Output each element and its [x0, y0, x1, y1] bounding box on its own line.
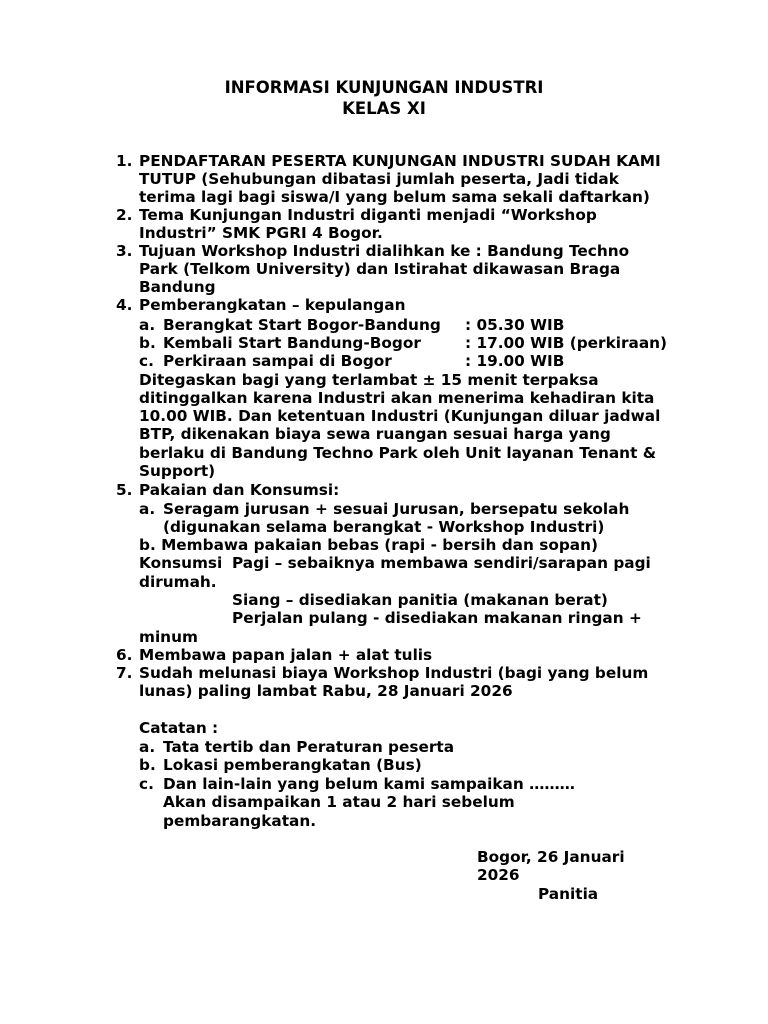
item-heading: Pakaian dan Konsumsi: — [139, 481, 340, 499]
item-number: 3. — [116, 242, 133, 260]
item-note-line: ditinggalkan karena Industri akan menerima kehadiran kita — [139, 389, 655, 407]
item-note-line: BTP, dikenakan biaya sewa ruangan sesuai harga yang — [139, 425, 611, 443]
schedule-label: Berangkat Start Bogor-Bandung — [163, 316, 441, 334]
note-letter: c. — [139, 775, 154, 793]
item-note-line: berlaku di Bandung Techno Park oleh Unit layanan Tenant & — [139, 444, 657, 462]
item-number: 4. — [116, 296, 133, 314]
sub-line: b. Membawa pakaian bebas (rapi - bersih dan sopan) — [139, 536, 598, 554]
item-number: 7. — [116, 664, 133, 682]
note-text: Dan lain-lain yang belum kami sampaikan ……… — [163, 775, 575, 793]
schedule-value: : 05.30 WIB — [465, 316, 565, 334]
item-line: Park (Telkom University) dan Istirahat dikawasan Braga — [139, 260, 621, 278]
schedule-value: : 17.00 WIB (perkiraan) — [465, 334, 668, 352]
document-title: INFORMASI KUNJUNGAN INDUSTRI — [224, 78, 544, 97]
sub-line: (digunakan selama berangkat - Workshop Industri) — [163, 518, 605, 536]
konsumsi-line: dirumah. — [139, 573, 217, 591]
item-number: 6. — [116, 646, 133, 664]
document-subtitle: KELAS XI — [342, 99, 426, 118]
note-text: Lokasi pemberangkatan (Bus) — [163, 756, 422, 774]
item-note-line: 10.00 WIB. Dan ketentuan Industri (Kunjungan diluar jadwal — [139, 407, 661, 425]
notes-heading: Catatan : — [139, 719, 219, 737]
item-line: Bandung — [139, 278, 216, 296]
item-heading: Pemberangkatan – kepulangan — [139, 296, 406, 314]
signature-signer: Panitia — [538, 885, 599, 903]
schedule-value: : 19.00 WIB — [465, 352, 565, 370]
signature-year: 2026 — [477, 866, 520, 884]
konsumsi-line: Perjalan pulang - disediakan makanan ringan + — [232, 609, 642, 627]
note-letter: b. — [139, 756, 156, 774]
schedule-label: Kembali Start Bandung-Bogor — [163, 334, 421, 352]
schedule-letter: c. — [139, 352, 154, 370]
konsumsi-label: Konsumsi — [139, 554, 223, 572]
item-line: PENDAFTARAN PESERTA KUNJUNGAN INDUSTRI SUDAH KAMI — [139, 152, 661, 170]
item-number: 1. — [116, 152, 133, 170]
item-line: terima lagi bagi siswa/I yang belum sama sekali daftarkan) — [139, 188, 650, 206]
schedule-label: Perkiraan sampai di Bogor — [163, 352, 392, 370]
schedule-letter: a. — [139, 316, 156, 334]
sub-line: Seragam jurusan + sesuai Jurusan, bersepatu sekolah — [163, 500, 630, 518]
note-text: Tata tertib dan Peraturan peserta — [163, 738, 455, 756]
item-number: 2. — [116, 206, 133, 224]
item-line: Tema Kunjungan Industri diganti menjadi “Workshop — [139, 206, 597, 224]
item-line: lunas) paling lambat Rabu, 28 Januari 2026 — [139, 682, 513, 700]
konsumsi-line: minum — [139, 628, 198, 646]
note-text: Akan disampaikan 1 atau 2 hari sebelum — [163, 793, 515, 811]
konsumsi-line: Siang – disediakan panitia (makanan berat) — [232, 591, 608, 609]
item-note-line: Ditegaskan bagi yang terlambat ± 15 menit terpaksa — [139, 371, 599, 389]
sub-letter: a. — [139, 500, 156, 518]
item-line: Industri” SMK PGRI 4 Bogor. — [139, 224, 383, 242]
note-text: pembarangkatan. — [163, 812, 317, 830]
item-number: 5. — [116, 481, 133, 499]
signature-place-date: Bogor, 26 Januari — [477, 848, 625, 866]
item-line: Membawa papan jalan + alat tulis — [139, 646, 433, 664]
note-letter: a. — [139, 738, 156, 756]
konsumsi-line: Pagi – sebaiknya membawa sendiri/sarapan pagi — [232, 554, 651, 572]
item-line: Sudah melunasi biaya Workshop Industri (bagi yang belum — [139, 664, 649, 682]
schedule-letter: b. — [139, 334, 156, 352]
item-note-line: Support) — [139, 462, 216, 480]
item-line: Tujuan Workshop Industri dialihkan ke : Bandung Techno — [139, 242, 630, 260]
item-line: TUTUP (Sehubungan dibatasi jumlah peserta, Jadi tidak — [139, 170, 619, 188]
